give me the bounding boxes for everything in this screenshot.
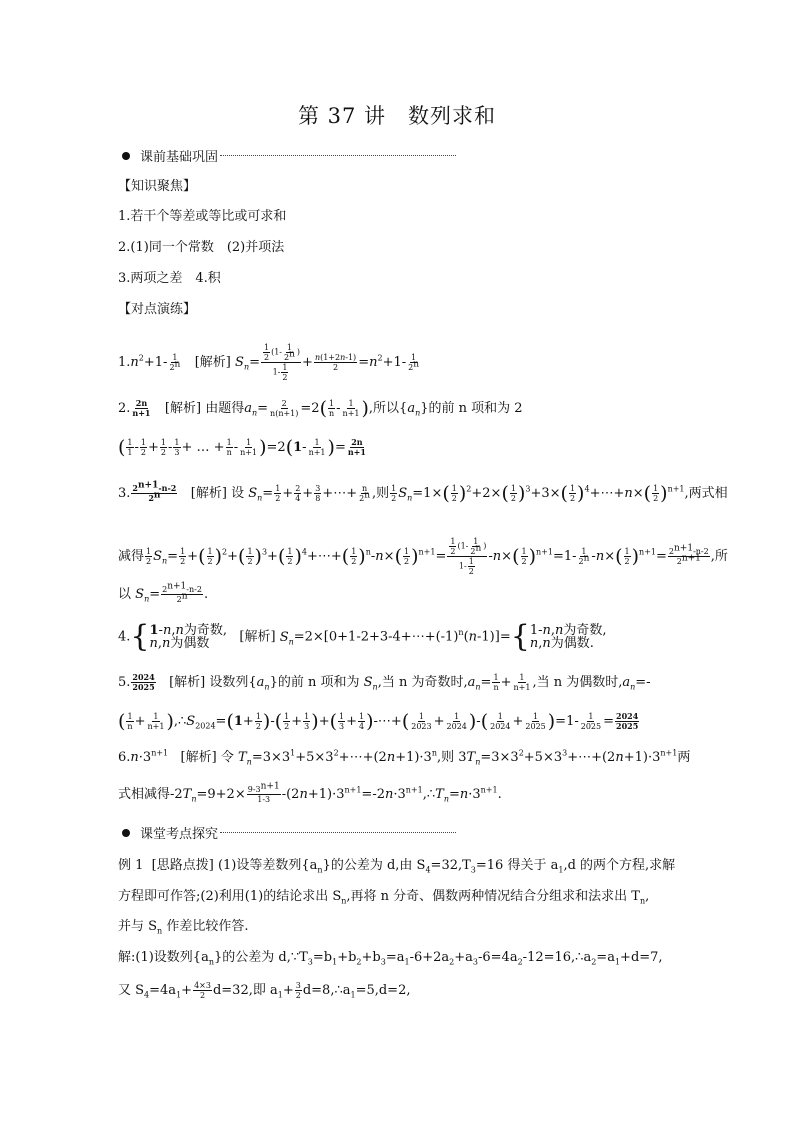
example-1-solution-1: 解:(1)设数列$\{a_n\}$的公差为 $d,\because T_3=b_1+b_2+b_3=a_1-6+2a_2+a_3-6=4a_2-12=16,\therefore a_2=a_1+d=7$, [118, 950, 663, 967]
example-1-hint-2: 方程即可作答;(2)利用(1)的结论求出 $S_n$,再将 n 分奇、偶数两种情况结合分组求和法求出 $T_n$, [118, 889, 650, 906]
answer-4: 4.{ 1-n,n为奇数, n,n为偶数 [解析] $S_n=2\times[0+1-2+3-4+\cdots+(-1)^n(n-1)]=${ 1-n,n为奇数, n,n为偶数. [118, 619, 607, 654]
answer-5: 5. $\frac{2024}{2025}$ [解析] 设数列$\{a_n\}$的前 n 项和为 $S_n$,当 n 为奇数时$,a_n=$ $\frac{1}{n}$ + $\frac{1}{n+1}$ ,当 n 为偶数时$,a_n=-$ [118, 672, 651, 692]
answer-6: $6.n\cdot 3^{n+1}$ [解析] 令 $T_n=3\times 3^1+5\times 3^2+\cdots+(2n+1)\cdot 3^n$,则 $3T_n=3\times 3^2+5\times 3^3+\cdots+(2n+1)\cdot 3^{n+1}$两 [118, 748, 691, 767]
section-title: 课堂考点探究 [140, 827, 219, 842]
section-header-classroom [122, 823, 456, 842]
dotted-rule [220, 155, 456, 156]
example-1-hint-3: 并与 $S_n$ 作差比较作答. [118, 919, 249, 936]
knowledge-line-3: 3.两项之差 4.积 [118, 271, 221, 286]
answer-3: 3. $\frac{2^{n+1}-n-2}{2^n}$ [解析] 设 $S_n=$ $\frac{1}{2}$ + $\frac{2}{4}$ + $\frac{3}{8}$ +⋯+ $\frac{n}{2^n}$ ,则 $\frac{1}{2}$ $S_n=1\times$( $\frac{1}{2}$ )$^2$+2×( $\frac{1}{2}$ )$^3$+3×( $\frac{1}{2}$ )$^4$+⋯+n×( $\frac{1}{2}$ )$^{n+1}$,两式相 [118, 480, 728, 505]
knowledge-line-2: 2.(1)同一个常数 (2)并项法 [118, 240, 285, 255]
heading-knowledge: 【知识聚焦】 [118, 179, 197, 194]
example-1-solution-2: 又 $S_4=4a_1+$ $\frac{4\times 3}{2}$ d=32,即 $a_1+$ $\frac{3}{2}$ $d=8,\therefore a_1=5,d=2$, [118, 981, 411, 1000]
answer-2-cont: ( $\frac{1}{1}$ - $\frac{1}{2}$ + $\frac{1}{2}$ - $\frac{1}{3}$ + … + $\frac{1}{n}$ - $\frac{1}{n+1}$ )=2(1- $\frac{1}{n+1}$ )= $\frac{2n}{n+1}$ [118, 436, 366, 459]
bullet-dot-icon [122, 152, 130, 160]
knowledge-line-1: 1.若干个等差或等比或可求和 [118, 209, 287, 224]
answer-6-cont: 式相减得$-2T_n=9+2\times$ $\frac{9-3^{n+1}}{1-3}$ $-(2n+1)\cdot 3^{n+1}=-2n\cdot 3^{n+1},\therefore T_n=n\cdot 3^{n+1}$. [118, 781, 502, 804]
section-title: 课前基础巩固 [140, 150, 219, 165]
answer-5-cont: ( $\frac{1}{n}$ + $\frac{1}{n+1}$ )$,\therefore S_{2024}=(1+$ $\frac{1}{2}$ )-( $\frac{1}{2}$ + $\frac{1}{3}$ )+( $\frac{1}{3}$ + $\frac{1}{4}$ )-⋯+( $\frac{1}{2023}$ + $\frac{1}{2024}$ )-( $\frac{1}{2024}$ + $\frac{1}{2025}$ )=1- $\frac{1}{2025}$ = $\frac{2024}{2025}$ [118, 710, 639, 733]
answer-1: $1.n^2+1-$ $\frac{1}{2^n}$ [解析] $S_n=$ $\frac{1}{2}$ (1- $\frac{1}{2^n}$ ) 1- $\frac{1}{2}$ + $\frac{n(1+2n-1)}{2}$ $=n^2+1-$ $\frac{1}{2^n}$ [118, 343, 420, 382]
example-1-hint: 例 1 [思路点拨] (1)设等差数列$\{a_n\}$的公差为 d,由 $S_4=32,T_3=16$ 得关于 $a_1,d$ 的两个方程,求解 [118, 858, 676, 875]
page-title: 第 37 讲 数列求和 [297, 104, 497, 128]
dotted-rule [220, 832, 456, 833]
bullet-dot-icon [122, 829, 130, 837]
answer-3-cont: 减得 $\frac{1}{2}$ $S_n=$ $\frac{1}{2}$ +( $\frac{1}{2}$ )$^2$+( $\frac{1}{2}$ )$^3$+( $\frac{1}{2}$ )$^4$+⋯+( $\frac{1}{2}$ )$^n$-n×( $\frac{1}{2}$ )$^{n+1}$= $\frac{1}{2}$ (1- $\frac{1}{2^n}$ ) 1- $\frac{1}{2}$ -n×( $\frac{1}{2}$ )$^{n+1}$=1- $\frac{1}{2^n}$ -n×( $\frac{1}{2}$ )$^{n+1}$= $\frac{2^{n+1}-n-2}{2^{n+1}}$ ,所 [118, 537, 728, 576]
answer-2: 2. $\frac{2n}{n+1}$ [解析] 由题得$a_n=$ $\frac{2}{n(n+1)}$ =2( $\frac{1}{n}$ - $\frac{1}{n+1}$ ),所以$\{a_n\}$的前 n 项和为 2 [118, 397, 523, 420]
heading-practice: 【对点演练】 [118, 302, 197, 317]
answer-3-end: 以 $S_n=$ $\frac{2^{n+1}-n-2}{2^n}$ . [118, 581, 209, 604]
section-header-basics [122, 146, 456, 165]
